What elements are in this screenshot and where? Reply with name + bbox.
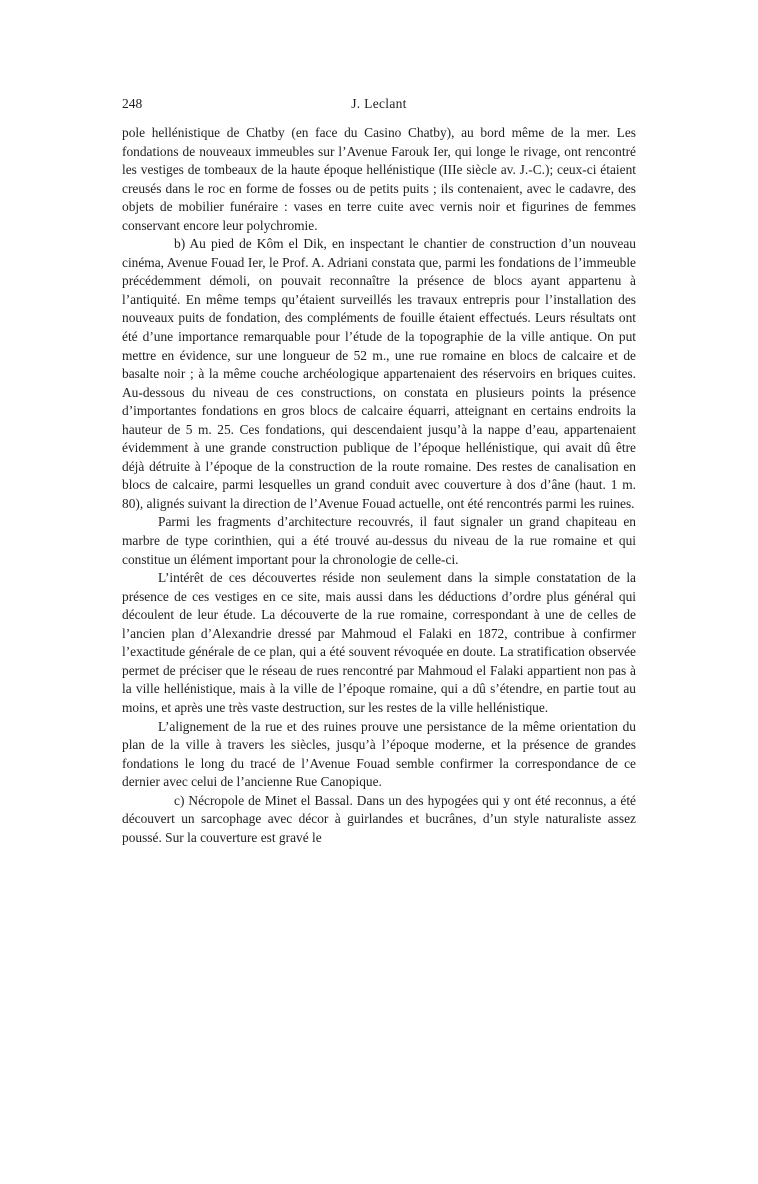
paragraph-4: L’intérêt de ces découvertes réside non seulement dans la simple constatation de la présence de ces vestiges en ce site, mais aussi dans les déductions d’ordre plus général qui découlent de leur étude. La découverte de la rue romaine, correspondant à une de celles de l’ancien plan d’Alexandrie dressé par Mahmoud el Falaki en 1872, contribue à confirmer l’exactitude générale de ce plan, qui a été souvent révoquée en doute. La stratification observée permet de préciser que le réseau de rues rencontré par Mahmoud el Falaki appartient non pas à la ville hellénistique, mais à la ville de l’époque romaine, qui a dû s’étendre, en partie tout au moins, et après une très vaste destruction, sur les restes de la ville hellénistique. (122, 570, 636, 715)
body-text (122, 124, 636, 847)
paragraph-5: L’alignement de la rue et des ruines prouve une persistance de la même orientation du plan de la ville à travers les siècles, jusqu’à l’époque moderne, et la présence de grandes fondations le long du tracé de l’Avenue Fouad semble confirmer la correspondance de ce dernier avec celui de l’ancienne Rue Canopique. (122, 718, 636, 790)
page-header (122, 96, 636, 116)
paragraph-2: b) Au pied de Kôm el Dik, en inspectant le chantier de construction d’un nouveau cinéma, Avenue Fouad Ier, le Prof. A. Adriani constata que, parmi les fondations de l’immeuble précédemment démoli, on pouvait reconnaître la présence de blocs ayant appartenu à l’antiquité. En même temps qu’étaient surveillés les travaux entrepris pour l’installation des nouveaux puits de fondation, des compléments de fouille étaient effectués. Leurs résultats ont été d’une importance remarquable pour l’étude de la topographie de la ville antique. On put mettre en évidence, sur une longueur de 52 m., une rue romaine en blocs de calcaire et de basalte noir ; à la même couche archéologique appartenaient des réservoirs en briques cuites. Au-dessous du niveau de ces constructions, on constata en plusieurs points la présence d’importantes fondations en gros blocs de calcaire équarri, atteignant en certains endroits la hauteur de 5 m. 25. Ces fondations, qui descendaient jusqu’à la nappe d’eau, appartenaient évidemment à une grande construction publique de l’époque hellénistique, qui avait dû être déjà détruite à l’époque de la construction de la route romaine. Des restes de canalisation en blocs de calcaire, parmi lesquelles un grand conduit avec couverture à dos d’âne (haut. 1 m. 80), alignés suivant la direction de l’Avenue Fouad actuelle, ont été rencontrés parmi les ruines. (122, 236, 636, 511)
page-number: 248 (122, 96, 143, 111)
paragraph-1: pole hellénistique de Chatby (en face du Casino Chatby), au bord même de la mer. Les fondations de nouveaux immeubles sur l’Avenue Farouk Ier, qui longe le rivage, ont rencontré les vestiges de tombeaux de la haute époque hellénistique (IIIe siècle av. J.-C.); ceux-ci étaient creusés dans le roc en forme de fosses ou de petits puits ; ils contenaient, avec le cadavre, des objets de mobilier funéraire : vases en terre cuite avec vernis noir et figurines de femmes conservant encore leur polychromie. (122, 125, 636, 233)
paragraph-3: Parmi les fragments d’architecture recouvrés, il faut signaler un grand chapiteau en marbre de type corinthien, qui a été trouvé au-dessus du niveau de la rue romaine et qui constitue un élément important pour la chronologie de celle-ci. (122, 514, 636, 567)
running-head: J. Leclant (351, 96, 407, 111)
paragraph-6: c) Nécropole de Minet el Bassal. Dans un des hypogées qui y ont été reconnus, a été découvert un sarcophage avec décor à guirlandes et bucrânes, d’un style naturaliste assez poussé. Sur la couverture est gravé le (122, 792, 636, 845)
